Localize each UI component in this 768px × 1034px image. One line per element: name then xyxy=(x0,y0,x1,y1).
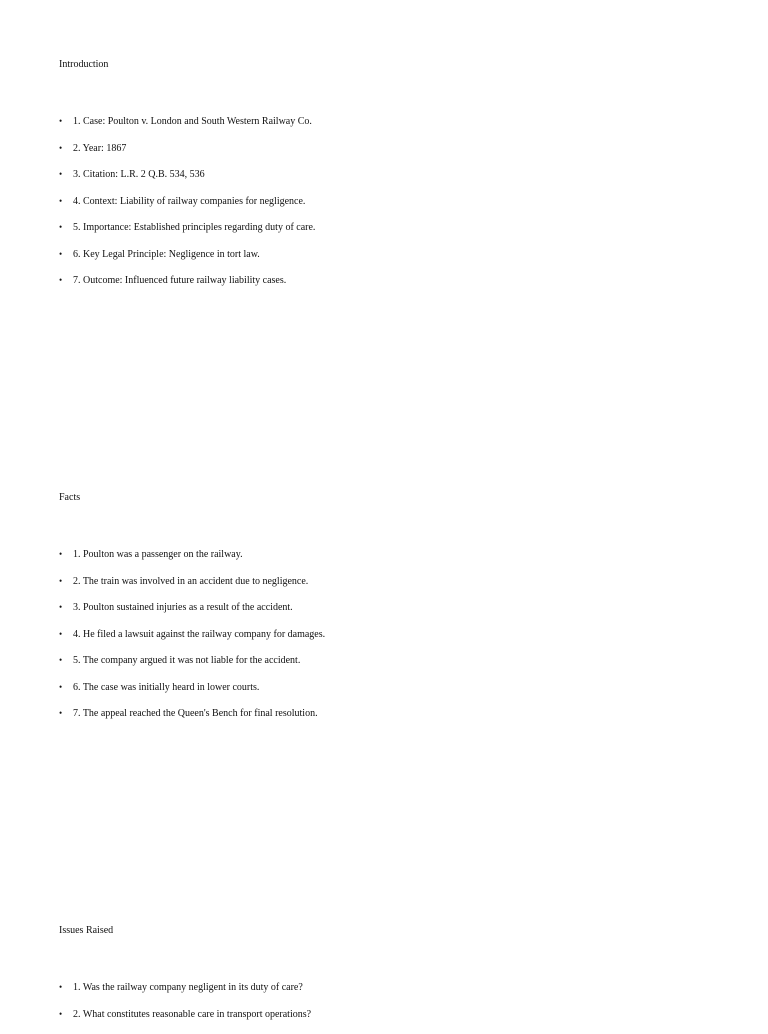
list-item-text: 1. Was the railway company negligent in its duty of care? xyxy=(73,982,303,993)
list-item xyxy=(59,681,325,694)
list-item-text: 4. Context: Liability of railway companies for negligence. xyxy=(73,195,306,207)
list-item-text: 6. Key Legal Principle: Negligence in tort law. xyxy=(73,248,260,260)
section-heading: Facts xyxy=(59,492,81,503)
list-item-text: 1. Poulton was a passenger on the railway. xyxy=(73,549,243,560)
list-item xyxy=(59,168,315,181)
bullet-icon: • xyxy=(59,655,63,665)
list-item-text: 3. Citation: L.R. 2 Q.B. 534, 536 xyxy=(73,169,205,180)
bullet-icon: • xyxy=(59,275,63,285)
bullet-icon: • xyxy=(59,708,63,718)
bullet-icon: • xyxy=(59,248,63,259)
bullet-list xyxy=(59,548,325,734)
list-item xyxy=(59,981,311,994)
bullet-list xyxy=(59,115,315,301)
list-item xyxy=(59,548,325,561)
list-item-text: 2. The train was involved in an accident due to negligence. xyxy=(73,575,309,587)
bullet-icon: • xyxy=(59,602,63,612)
list-item-text: 1. Case: Poulton v. London and South Western Railway Co. xyxy=(73,116,312,127)
bullet-icon: • xyxy=(59,195,63,206)
list-item xyxy=(59,195,315,208)
section-heading: Introduction xyxy=(59,59,109,70)
bullet-icon: • xyxy=(59,222,63,232)
section-facts xyxy=(59,491,719,719)
list-item xyxy=(59,654,325,667)
list-item xyxy=(59,601,325,614)
list-item-text: 5. Importance: Established principles regarding duty of care. xyxy=(73,222,316,233)
list-item-text: 2. Year: 1867 xyxy=(73,142,127,154)
list-item xyxy=(59,274,315,287)
list-item-text: 2. What constitutes reasonable care in transport operations? xyxy=(73,1008,312,1020)
bullet-icon: • xyxy=(59,169,63,179)
list-item xyxy=(59,115,315,128)
bullet-icon: • xyxy=(59,628,63,639)
list-item xyxy=(59,248,315,261)
list-item-text: 5. The company argued it was not liable for the accident. xyxy=(73,655,301,666)
bullet-icon: • xyxy=(59,549,63,559)
list-item-text: 3. Poulton sustained injuries as a result of the accident. xyxy=(73,602,293,613)
bullet-icon: • xyxy=(59,142,63,153)
list-item-text: 4. He filed a lawsuit against the railway company for damages. xyxy=(73,628,326,640)
list-item-text: 6. The case was initially heard in lower courts. xyxy=(73,681,260,693)
bullet-icon: • xyxy=(59,116,63,126)
section-introduction xyxy=(59,58,719,286)
bullet-list xyxy=(59,981,311,1034)
list-item-text: 7. The appeal reached the Queen's Bench for final resolution. xyxy=(73,708,318,719)
list-item xyxy=(59,1008,311,1021)
bullet-icon: • xyxy=(59,982,63,992)
list-item xyxy=(59,628,325,641)
section-issues-raised xyxy=(59,924,719,1020)
section-heading: Issues Raised xyxy=(59,925,114,936)
list-item-text: 7. Outcome: Influenced future railway liability cases. xyxy=(73,275,287,286)
bullet-icon: • xyxy=(59,1008,63,1019)
list-item xyxy=(59,707,325,720)
bullet-icon: • xyxy=(59,681,63,692)
list-item xyxy=(59,142,315,155)
list-item xyxy=(59,221,315,234)
list-item xyxy=(59,575,325,588)
bullet-icon: • xyxy=(59,575,63,586)
